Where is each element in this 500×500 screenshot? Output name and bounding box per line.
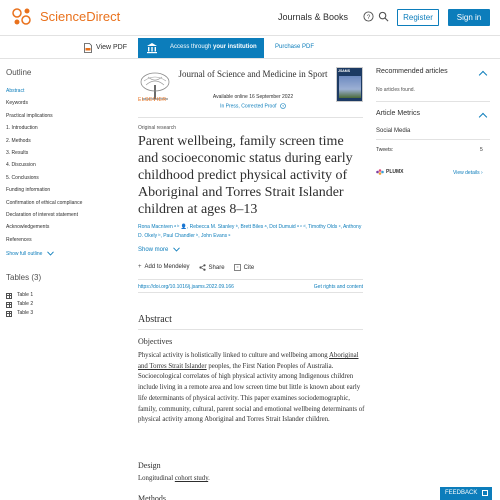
quote-icon xyxy=(234,264,241,271)
svg-text:?: ? xyxy=(366,13,371,21)
article-type: Original research xyxy=(138,125,177,131)
in-press-link[interactable] xyxy=(178,103,328,109)
tables-list xyxy=(6,291,33,318)
access-institution-button[interactable] xyxy=(138,38,264,58)
outline-item-conclusions[interactable]: 5. Conclusions xyxy=(6,174,39,181)
outline-item-keywords[interactable]: Keywords xyxy=(6,100,28,107)
plumx-icon xyxy=(376,169,384,175)
show-full-outline-label: Show full outline xyxy=(6,251,43,257)
share-label: Share xyxy=(208,265,225,272)
search-icon[interactable] xyxy=(378,11,389,22)
table-item[interactable] xyxy=(6,309,33,318)
cite-label: Cite xyxy=(243,265,255,272)
outline-item-practical-implications[interactable]: Practical implications xyxy=(6,112,53,119)
objectives-text: Physical activity is holistically linked to culture and wellbeing among xyxy=(138,352,330,359)
outline-item-references[interactable]: References xyxy=(6,236,32,243)
register-button[interactable]: Register xyxy=(397,9,439,26)
glossary-link[interactable]: Aboriginal and Torres Strait Islander xyxy=(138,352,359,370)
divider xyxy=(138,117,363,118)
sciencedirect-logo-icon[interactable] xyxy=(10,6,34,28)
design-text: Longitudinal xyxy=(138,475,175,482)
objectives-paragraph xyxy=(138,351,366,426)
divider xyxy=(376,101,490,102)
design-text: . xyxy=(208,475,210,482)
feedback-label: FEEDBACK xyxy=(445,490,478,496)
outline-item-ethical-compliance[interactable]: Confirmation of ethical compliance xyxy=(6,199,83,206)
view-details-label: View details xyxy=(453,170,480,176)
outline-item-interest-statement[interactable]: Declaration of interest statement xyxy=(6,211,78,218)
tweets-count: 5 xyxy=(480,147,483,153)
journal-cover-image[interactable] xyxy=(336,67,363,102)
outline-item-methods[interactable]: 2. Methods xyxy=(6,137,31,144)
article-actions xyxy=(138,264,254,271)
tables-heading: Tables (3) xyxy=(6,273,42,282)
sign-in-button[interactable]: Sign in xyxy=(448,9,490,26)
doi-link[interactable]: https://doi.org/10.1016/j.jsams.2022.09.166 xyxy=(138,284,234,290)
table-icon xyxy=(6,293,12,299)
journal-cover-title: JSAMS xyxy=(338,69,351,73)
top-header xyxy=(0,0,500,36)
pdf-icon xyxy=(84,43,92,53)
objectives-text: peoples, the First Nation Peoples of Australia. Socioecological correlates of high physical activity among Indigenous children include living in a remote area and low screen time but little is known about early life determinants of physical activity. This paper examines sociodemographic, family, community, cultural, parent social and emotional wellbeing determinants of physical activity among Aboriginal and Torres Strait Islander children. xyxy=(138,362,365,424)
purchase-pdf-link[interactable]: Purchase PDF xyxy=(275,44,315,50)
chevron-up-icon[interactable] xyxy=(479,71,487,79)
design-heading: Design xyxy=(138,461,161,470)
design-paragraph xyxy=(138,475,210,482)
show-full-outline-link[interactable] xyxy=(6,251,54,257)
available-online-date: Available online 16 September 2022 xyxy=(212,94,294,100)
help-icon[interactable] xyxy=(363,11,374,22)
recommended-articles-heading[interactable]: Recommended articles xyxy=(376,68,448,75)
divider xyxy=(138,329,363,330)
outline-item-abstract[interactable]: Abstract xyxy=(6,88,25,94)
table-item[interactable] xyxy=(6,291,33,300)
chevron-right-icon: › xyxy=(480,170,483,176)
in-press-label: In Press, Corrected Proof xyxy=(220,103,277,110)
feedback-button[interactable] xyxy=(440,487,492,500)
outline-item-introduction[interactable]: 1. Introduction xyxy=(6,125,38,132)
objectives-heading: Objectives xyxy=(138,337,173,346)
table-item[interactable] xyxy=(6,300,33,309)
feedback-icon xyxy=(482,490,488,496)
sciencedirect-logo-text[interactable]: ScienceDirect xyxy=(40,9,121,24)
plumx-label: PLUMX xyxy=(386,169,404,175)
glossary-link[interactable]: cohort study xyxy=(174,475,209,482)
table-item-label: Table 3 xyxy=(17,310,34,316)
no-articles-text: No articles found. xyxy=(376,87,415,93)
plumx-logo[interactable] xyxy=(376,169,404,175)
add-to-mendeley-label: Add to Mendeley xyxy=(144,264,190,270)
article-metrics-heading[interactable]: Article Metrics xyxy=(376,110,420,117)
help-icon[interactable] xyxy=(280,103,286,109)
methods-heading: Methods xyxy=(138,494,166,500)
outline-item-discussion[interactable]: 4. Discussion xyxy=(6,162,36,169)
svg-text:": " xyxy=(236,267,239,271)
show-more-button[interactable] xyxy=(138,247,180,253)
social-media-heading: Social Media xyxy=(376,128,411,134)
view-pdf-link[interactable]: View PDF xyxy=(96,44,127,51)
share-icon xyxy=(199,264,206,271)
article-title: Parent wellbeing, family screen time and socioeconomic status during early childhood predict physical activity of Aboriginal and Torres Strait Islander children at ages 8–13 xyxy=(138,134,353,217)
share-button[interactable] xyxy=(199,264,225,271)
chevron-up-icon[interactable] xyxy=(479,113,487,121)
add-to-mendeley-button[interactable] xyxy=(138,264,190,271)
outline-item-results[interactable]: 3. Results xyxy=(6,149,29,156)
table-item-label: Table 2 xyxy=(17,301,34,307)
abstract-heading: Abstract xyxy=(138,314,172,325)
elsevier-wordmark: ELSEVIER xyxy=(138,97,167,103)
article-toolbar xyxy=(0,37,500,59)
journals-books-link[interactable]: Journals & Books xyxy=(278,12,349,22)
table-item-label: Table 1 xyxy=(17,292,34,298)
doi-row xyxy=(138,279,363,293)
svg-text:?: ? xyxy=(281,103,285,109)
institution-icon xyxy=(146,42,158,54)
rights-link[interactable]: Get rights and content xyxy=(313,284,363,290)
divider xyxy=(376,139,490,140)
outline-item-funding[interactable]: Funding information xyxy=(6,187,51,194)
view-details-link[interactable] xyxy=(453,170,483,176)
chevron-down-icon xyxy=(173,247,180,252)
outline-heading: Outline xyxy=(6,68,32,77)
tweets-label: Tweets: xyxy=(376,147,394,153)
cite-button[interactable] xyxy=(234,264,255,271)
journal-cover-photo xyxy=(339,76,361,98)
outline-list xyxy=(6,85,82,246)
show-more-label: Show more xyxy=(138,247,169,254)
access-institution-label: Access through your institution xyxy=(170,44,257,50)
table-icon xyxy=(6,311,12,317)
plus-icon: + xyxy=(138,264,142,270)
chevron-down-icon xyxy=(47,251,54,256)
author-list[interactable]: Rona Macniven ᵃ ᵇ 👤, Rebecca M. Stanley ᵇ, Brett Biles ᵃ, Dot Dumuid ᵃ ᶜ ᵈ, Timothy Olds ᶜ, Anthony D. Okely ᵇ, Paul Chandler ᵇ, John Evans ᵉ xyxy=(138,224,362,239)
table-icon xyxy=(6,302,12,308)
journal-title-link[interactable]: Journal of Science and Medicine in Sport xyxy=(178,69,328,79)
outline-item-acknowledgements[interactable]: Acknowledgements xyxy=(6,224,50,231)
